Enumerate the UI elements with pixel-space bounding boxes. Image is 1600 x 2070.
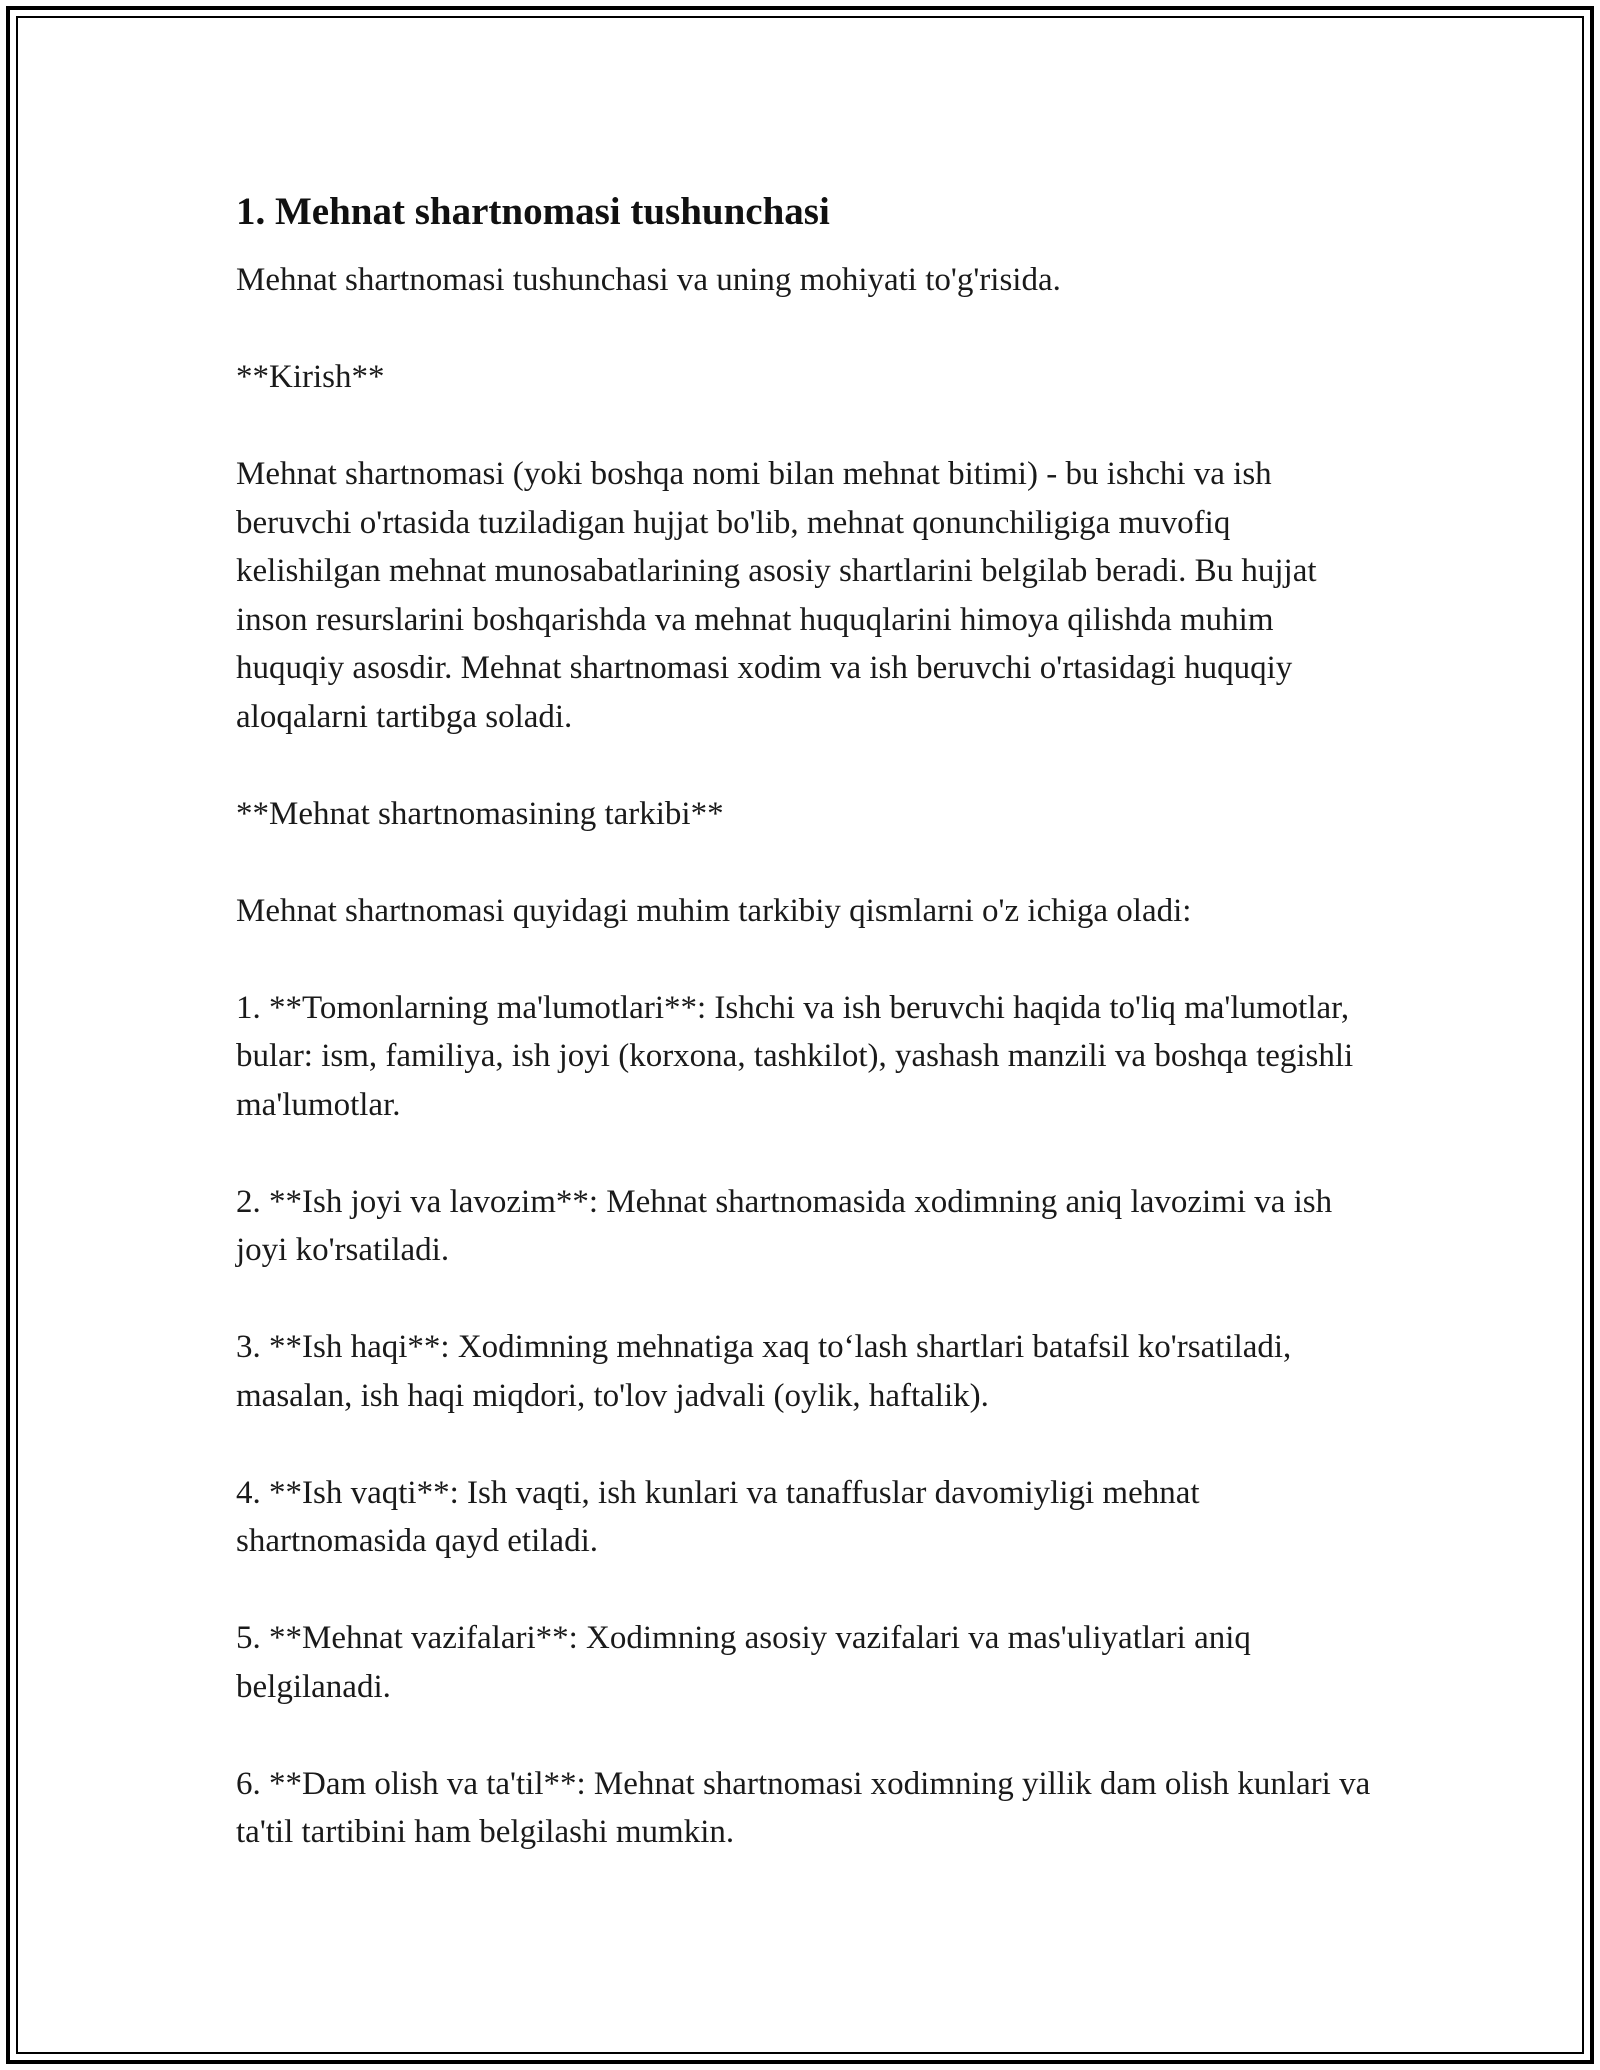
tarkibi-intro-paragraph: Mehnat shartnomasi quyidagi muhim tarkibiy qismlarni o'z ichiga oladi: bbox=[236, 892, 1192, 929]
section-heading-tarkibi: **Mehnat shartnomasining tarkibi** bbox=[236, 795, 724, 832]
list-item-2: 2. **Ish joyi va lavozim**: Mehnat shartnomasida xodimning aniq lavozimi va ish joyi ko'rsatiladi. bbox=[236, 1183, 1333, 1268]
page-title: 1. Mehnat shartnomasi tushunchasi bbox=[236, 190, 830, 233]
intro-paragraph: Mehnat shartnomasi tushunchasi va uning mohiyati to'g'risida. bbox=[236, 262, 1061, 298]
list-item-3: 3. **Ish haqi**: Xodimning mehnatiga xaq to‘lash shartlari batafsil ko'rsatiladi, masalan, ish haqi miqdori, to'lov jadvali (oylik, haftalik). bbox=[236, 1329, 1292, 1414]
list-item-6: 6. **Dam olish va ta'til**: Mehnat shartnomasi xodimning yillik dam olish kunlari va ta'til tartibini ham belgilashi mumkin. bbox=[236, 1765, 1371, 1850]
list-item-4: 4. **Ish vaqti**: Ish vaqti, ish kunlari va tanaffuslar davomiyligi mehnat shartnomasida qayd etiladi. bbox=[236, 1474, 1200, 1559]
kirish-paragraph: Mehnat shartnomasi (yoki boshqa nomi bilan mehnat bitimi) - bu ishchi va ish beruvchi o'rtasida tuziladigan hujjat bo'lib, mehnat qonunchiligiga muvofiq kelishilgan mehnat munosabatlarining asosiy shartlarini belgilab beradi. Bu hujjat inson resurslarini boshqarishda va mehnat huquqlarini himoya qilishda muhim huquqiy asosdir. Mehnat shartnomasi xodim va ish beruvchi o'rtasidagi huquqiy aloqalarni tartibga soladi. bbox=[236, 456, 1317, 735]
list-item-1: 1. **Tomonlarning ma'lumotlari**: Ishchi va ish beruvchi haqida to'liq ma'lumotlar, bular: ism, familiya, ish joyi (korxona, tashkilot), yashash manzili va boshqa tegishli ma'lumotlar. bbox=[236, 989, 1354, 1123]
list-item-5: 5. **Mehnat vazifalari**: Xodimning asosiy vazifalari va mas'uliyatlari aniq belgilanadi. bbox=[236, 1620, 1251, 1705]
section-heading-kirish: **Kirish** bbox=[236, 359, 385, 395]
document-body bbox=[236, 188, 1376, 1857]
